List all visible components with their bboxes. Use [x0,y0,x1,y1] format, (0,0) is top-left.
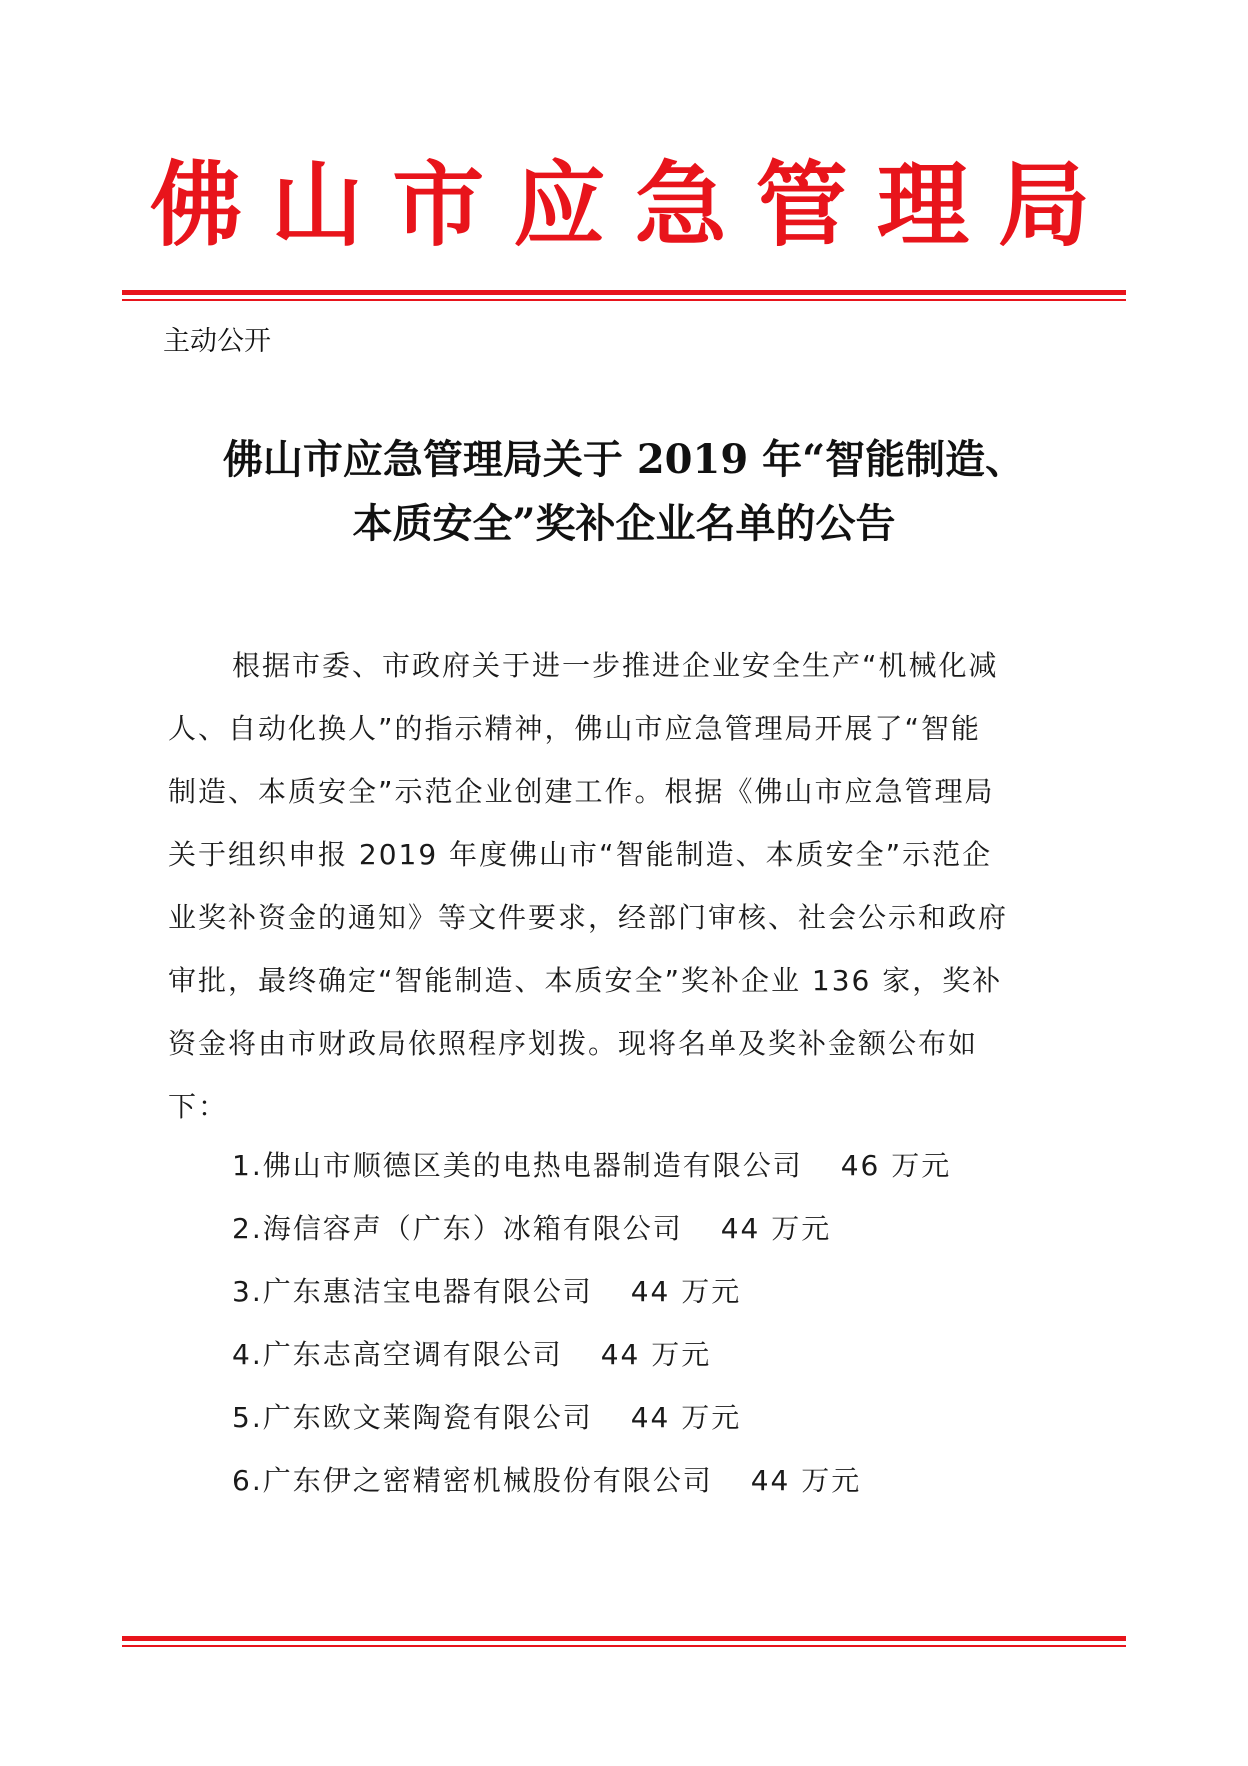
list-item [232,1260,951,1323]
masthead-char: 佛 [150,151,243,259]
masthead-char: 管 [755,151,848,259]
masthead-char: 局 [997,151,1090,259]
paragraph-line: 审批，最终确定“智能制造、本质安全”奖补企业 136 家，奖补 [168,964,1003,997]
paragraph-line: 人、自动化换人”的指示精神，佛山市应急管理局开展了“智能 [168,712,982,745]
body-paragraph [168,634,1093,1138]
list-item [232,1386,951,1449]
company-name: 佛山市顺德区美的电热电器制造有限公司 [262,1149,803,1182]
company-name: 广东志高空调有限公司 [262,1338,563,1371]
paragraph-line: 关于组织申报 2019 年度佛山市“智能制造、本质安全”示范企 [168,838,993,871]
award-amount: 46 万元 [840,1149,952,1182]
divider-thin-line [122,299,1126,301]
header-divider [122,290,1126,301]
company-name: 广东惠洁宝电器有限公司 [262,1275,593,1308]
masthead-char: 应 [513,151,606,259]
item-index: 6. [232,1464,263,1497]
item-index: 5. [232,1401,263,1434]
award-list [232,1134,951,1512]
award-amount: 44 万元 [600,1338,712,1371]
award-amount: 44 万元 [750,1464,862,1497]
list-item [232,1449,951,1512]
item-index: 1. [232,1149,263,1182]
divider-thin-line [122,1645,1126,1647]
disclosure-label: 主动公开 [163,326,271,357]
footer-divider [122,1636,1126,1647]
company-name: 海信容声（广东）冰箱有限公司 [262,1212,683,1245]
company-name: 广东欧文莱陶瓷有限公司 [262,1401,593,1434]
item-index: 4. [232,1338,263,1371]
divider-thick-line [122,1636,1126,1641]
item-index: 2. [232,1212,263,1245]
masthead-char: 急 [634,151,727,259]
paragraph-line: 制造、本质安全”示范企业创建工作。根据《佛山市应急管理局 [168,775,995,808]
company-name: 广东伊之密精密机械股份有限公司 [262,1464,713,1497]
masthead-char: 市 [392,151,485,259]
award-amount: 44 万元 [720,1212,832,1245]
title-line: 佛山市应急管理局关于 2019 年“智能制造、 [222,436,1026,483]
item-index: 3. [232,1275,263,1308]
paragraph-line: 下： [168,1090,229,1123]
award-amount: 44 万元 [630,1401,742,1434]
paragraph-line: 资金将由市财政局依照程序划拨。现将名单及奖补金额公布如 [168,1027,979,1060]
paragraph-line: 业奖补资金的通知》等文件要求，经部门审核、社会公示和政府 [168,901,1009,934]
paragraph-line: 根据市委、市政府关于进一步推进企业安全生产“机械化减 [232,649,999,682]
list-item [232,1134,951,1197]
masthead-char: 山 [271,151,364,259]
document-title [130,428,1118,556]
title-line: 本质安全”奖补企业名单的公告 [352,500,896,547]
list-item [232,1323,951,1386]
divider-thick-line [122,290,1126,295]
masthead-title [150,150,1090,260]
award-amount: 44 万元 [630,1275,742,1308]
masthead-char: 理 [876,151,969,259]
list-item [232,1197,951,1260]
